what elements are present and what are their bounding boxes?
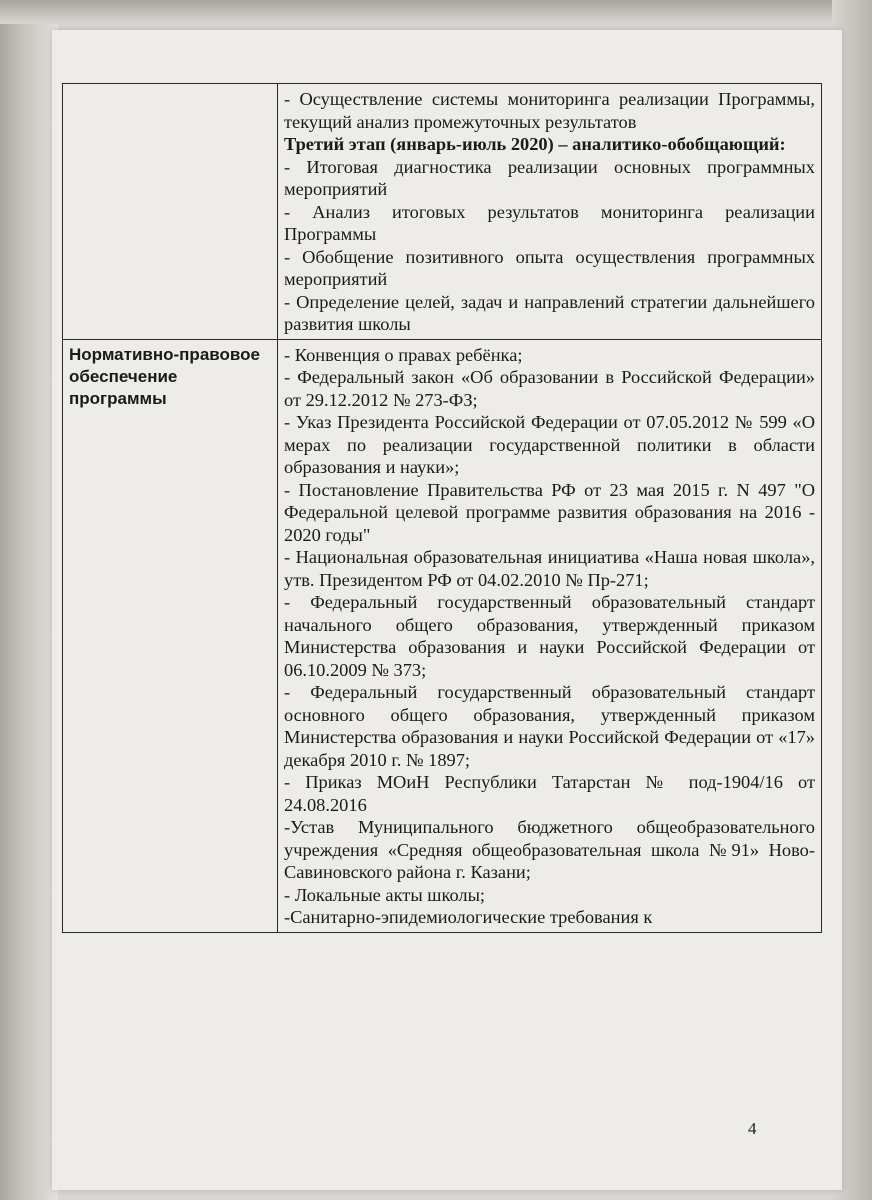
table-row-stages bbox=[63, 84, 822, 340]
document-page bbox=[52, 30, 842, 1190]
program-table bbox=[62, 83, 822, 933]
list-item: - Федеральный государственный образовательный стандарт начального общего образования, утвержденный приказом Министерства образования и науки Российской Федерации от 06.10.2009 № 373; bbox=[284, 592, 815, 680]
paragraph: - Осуществление системы мониторинга реализации Программы, текущий анализ промежуточных результатов bbox=[284, 89, 815, 132]
list-item: - Указ Президента Российской Федерации от 07.05.2012 № 599 «О мерах по реализации государственной политики в области образования и науки»; bbox=[284, 412, 815, 477]
table-cell-content bbox=[278, 339, 822, 932]
list-item: - Федеральный государственный образовательный стандарт основного общего образования, утвержденный приказом Министерства образования и науки Российской Федерации от «17» декабря 2010 г. № 1897; bbox=[284, 682, 815, 770]
list-item: - Федеральный закон «Об образовании в Российской Федерации» от 29.12.2012 № 273-ФЗ; bbox=[284, 367, 815, 410]
list-item: - Конвенция о правах ребёнка; bbox=[284, 344, 523, 365]
list-item: - Приказ МОиН Республики Татарстан № под-1904/16 от 24.08.2016 bbox=[284, 772, 815, 815]
table-cell-content bbox=[278, 84, 822, 340]
table-row-legal-basis bbox=[63, 339, 822, 932]
list-item: -Устав Муниципального бюджетного общеобразовательного учреждения «Средняя общеобразовательная школа №91» Ново-Савиновского района г. Казани; bbox=[284, 817, 815, 882]
paragraph: - Определение целей, задач и направлений стратегии дальнейшего развития школы bbox=[284, 291, 815, 334]
paragraph: - Анализ итоговых результатов мониторинга реализации Программы bbox=[284, 201, 815, 244]
list-item: - Локальные акты школы; bbox=[284, 884, 486, 905]
table-cell-label: Нормативно-правовое обеспечение программы bbox=[63, 339, 278, 932]
page-number: 4 bbox=[748, 1119, 757, 1138]
list-item: - Постановление Правительства РФ от 23 мая 2015 г. N 497 "О Федеральной целевой программе развития образования на 2016 - 2020 годы" bbox=[284, 479, 815, 545]
stage-heading: Третий этап (январь-июль 2020) – аналитико-обобщающий: bbox=[284, 134, 786, 154]
list-item: - Национальная образовательная инициатива «Наша новая школа», утв. Президентом РФ от 04.02.2010 № Пр-271; bbox=[284, 547, 815, 590]
paragraph: - Итоговая диагностика реализации основных программных мероприятий bbox=[284, 156, 815, 199]
list-item: -Санитарно-эпидемиологические требования к bbox=[284, 907, 653, 927]
table-cell-label bbox=[63, 84, 278, 340]
scan-edge-top bbox=[0, 0, 872, 24]
paragraph: - Обобщение позитивного опыта осуществления программных мероприятий bbox=[284, 246, 815, 289]
scan-edge-left bbox=[0, 0, 58, 1200]
